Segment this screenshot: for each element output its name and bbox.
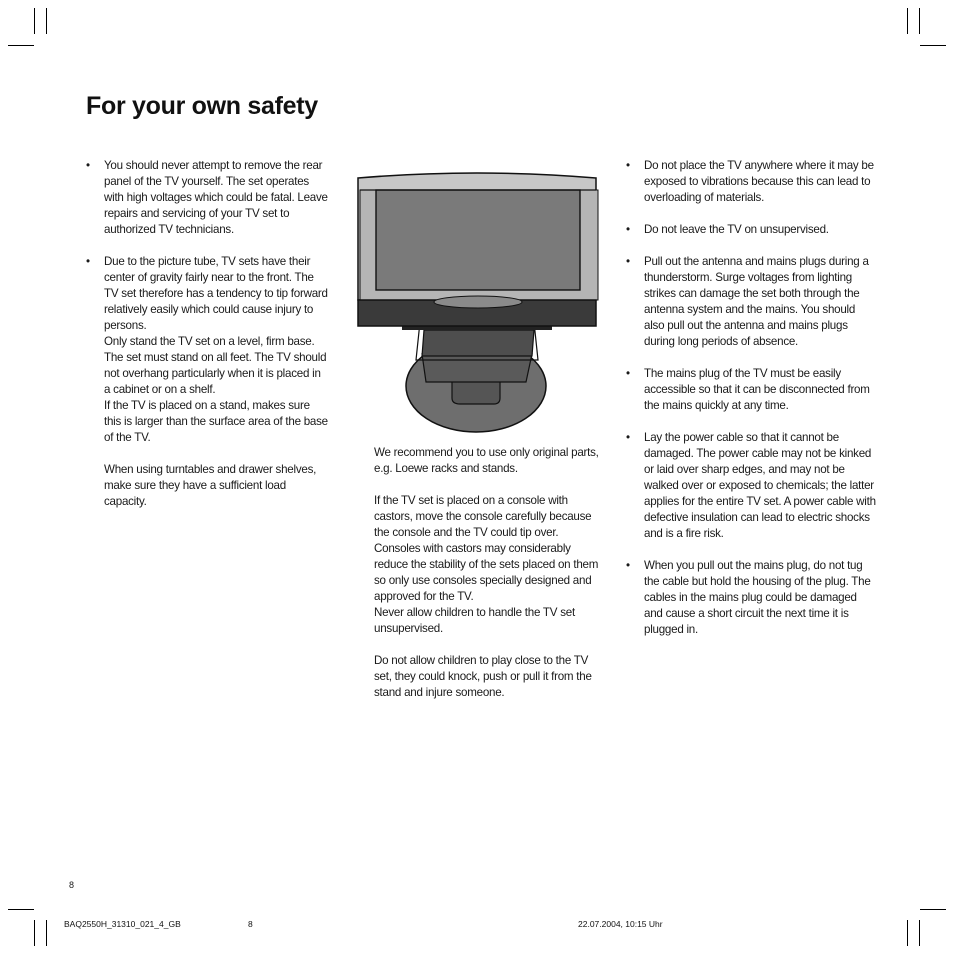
footer-page: 8 bbox=[248, 919, 253, 929]
page-title: For your own safety bbox=[86, 92, 318, 120]
body-paragraph: We recommend you to use only original parts, e.g. Loewe racks and stands. bbox=[374, 446, 599, 475]
bullet-item bbox=[626, 558, 876, 638]
left-column bbox=[86, 158, 328, 510]
bullet-text: • Do not leave the TV on unsupervised. bbox=[644, 223, 829, 236]
bullet-text: • When you pull out the mains plug, do not tug the cable but hold the housing of the plug. The cables in the mains plug could be damaged and cause a short circuit the next time it is plugged in. bbox=[644, 559, 871, 636]
bullet-text: If the TV is placed on a stand, makes sure this is larger than the surface area of the base of the TV. bbox=[104, 399, 328, 444]
body-paragraph: Never allow children to handle the TV set unsupervised. bbox=[374, 606, 575, 635]
bullet-item bbox=[626, 222, 876, 238]
tv-on-stand-illustration bbox=[354, 160, 600, 435]
bullet-item bbox=[626, 430, 876, 542]
footer-timestamp: 22.07.2004, 10:15 Uhr bbox=[578, 919, 663, 929]
footer-doc-code: BAQ2550H_31310_021_4_GB bbox=[64, 919, 181, 929]
bullet-text: • Due to the picture tube, TV sets have their center of gravity fairly near to the front. The TV set therefore has a tendency to tip forward relatively easily which could cause injury to persons. bbox=[104, 255, 328, 332]
bullet-text: • You should never attempt to remove the rear panel of the TV yourself. The set operates with high voltages which could be fatal. Leave repairs and servicing of your TV set to authorized TV technicians. bbox=[104, 159, 328, 236]
right-column bbox=[626, 158, 876, 654]
bullet-text: Only stand the TV set on a level, firm base. The set must stand on all feet. The TV should not overhang particularly when it is placed in a cabinet or on a shelf. bbox=[104, 335, 327, 396]
bullet-item bbox=[86, 158, 328, 238]
bullet-item bbox=[626, 158, 876, 206]
middle-column bbox=[374, 445, 606, 701]
bullet-item bbox=[626, 254, 876, 350]
body-paragraph: Do not allow children to play close to the TV set, they could knock, push or pull it from the stand and injure someone. bbox=[374, 654, 592, 699]
bullet-item bbox=[86, 254, 328, 446]
body-paragraph: If the TV set is placed on a console with castors, move the console carefully because the console and the TV could tip over. Consoles with castors may considerably reduce the stability of the sets placed on them so only use consoles specially designed and approved for the TV. bbox=[374, 494, 599, 603]
body-paragraph: When using turntables and drawer shelves, make sure they have a sufficient load capacity. bbox=[104, 463, 317, 508]
bullet-text: • Pull out the antenna and mains plugs during a thunderstorm. Surge voltages from lighting strikes can damage the set both through the antenna system and the mains. You should also pull out the antenna and mains plugs during long periods of absence. bbox=[644, 255, 869, 348]
bullet-text: • Lay the power cable so that it cannot be damaged. The power cable may not be kinked or laid over sharp edges, and may not be walked over or exposed to chemicals; the latter applies for the entire TV set. A power cable with defective insulation can lead to electric shocks and is a fire risk. bbox=[644, 431, 876, 540]
bullet-item bbox=[626, 366, 876, 414]
bullet-text: • The mains plug of the TV must be easily accessible so that it can be disconnected from the mains quickly at any time. bbox=[644, 367, 870, 412]
page-number: 8 bbox=[69, 880, 75, 890]
bullet-text: • Do not place the TV anywhere where it may be exposed to vibrations because this can lead to overloading of materials. bbox=[644, 159, 874, 204]
